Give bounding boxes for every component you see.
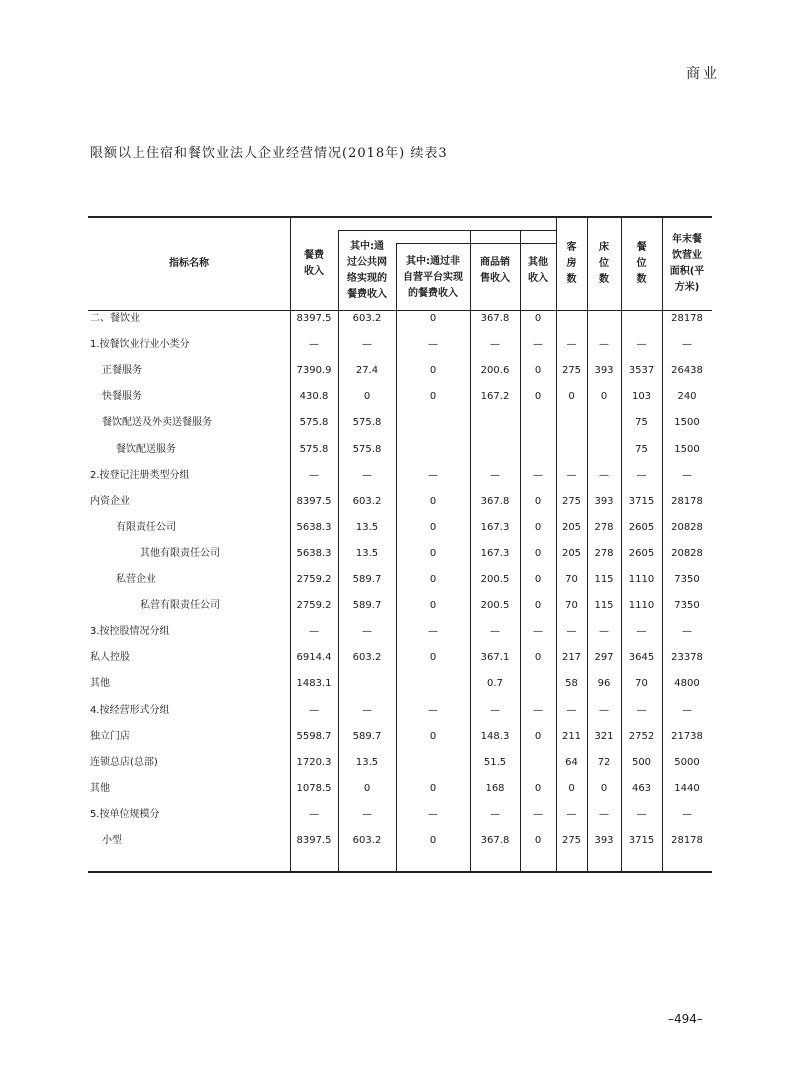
cell-other-income: 0 <box>534 313 542 324</box>
cell-other-income: — <box>533 469 543 481</box>
row-indicator-name: 私人控股 <box>90 652 130 664</box>
row-indicator-name: 小型 <box>102 835 122 846</box>
cell-rooms: 205 <box>561 521 582 533</box>
cell-online-non-self: 0 <box>429 365 437 377</box>
cell-beds: — <box>599 339 609 351</box>
cell-online-non-self: — <box>428 469 438 481</box>
cell-online-non-self: 0 <box>429 600 437 612</box>
cell-other-income <box>520 437 556 463</box>
cell-online-non-self: — <box>428 704 438 716</box>
cell-goods: 51.5 <box>483 756 507 768</box>
cell-online-public: — <box>362 704 372 716</box>
cell-rooms: 58 <box>565 678 578 690</box>
row-indicator-name: 有限责任公司 <box>116 521 176 533</box>
cell-catering: 5598.7 <box>296 730 332 742</box>
table-row <box>88 671 712 697</box>
cell-beds: 278 <box>594 521 614 533</box>
table-row <box>88 437 712 463</box>
header-indicator-name: 指标名称 <box>169 258 209 269</box>
cell-area: 23378 <box>671 652 703 664</box>
row-indicator-name: 快餐服务 <box>102 391 142 403</box>
cell-beds: 72 <box>597 756 611 768</box>
row-indicator-name: 其他 <box>90 678 110 690</box>
cell-other-income: 0 <box>534 652 542 664</box>
table-row <box>88 645 712 671</box>
cell-seats: 75 <box>635 417 648 429</box>
cell-seats: 1110 <box>628 600 655 612</box>
cell-other-income: — <box>533 626 543 638</box>
cell-other-income: 0 <box>534 495 542 507</box>
header-catering-income: 餐费 收入 <box>304 250 324 277</box>
cell-seats: 2605 <box>628 547 655 559</box>
cell-seats: 3537 <box>628 365 655 377</box>
row-indicator-name: 2.按登记注册类型分组 <box>90 469 190 481</box>
cell-area: 28178 <box>671 835 703 846</box>
cell-area: 4800 <box>674 678 700 690</box>
header-beds: 床 位 数 <box>599 242 609 285</box>
cell-area: — <box>682 339 692 351</box>
header-group-rule <box>338 230 556 231</box>
cell-area: — <box>682 626 692 638</box>
cell-online-public: 589.7 <box>352 600 382 612</box>
cell-rooms: 217 <box>561 652 582 664</box>
cell-online-public: — <box>362 808 372 820</box>
cell-beds: 115 <box>594 574 614 585</box>
cell-catering: — <box>309 626 319 638</box>
table-row <box>88 515 712 541</box>
cell-online-public <box>338 671 396 697</box>
cell-goods: 167.2 <box>480 391 510 403</box>
cell-beds <box>587 410 621 436</box>
cell-rooms <box>556 410 587 436</box>
cell-catering: 5638.3 <box>296 521 332 533</box>
cell-catering: 1078.5 <box>296 782 332 794</box>
row-indicator-name: 内资企业 <box>90 495 130 507</box>
table-row <box>88 724 712 750</box>
cell-goods: 200.6 <box>480 365 510 377</box>
cell-online-non-self: 0 <box>429 574 437 585</box>
cell-goods: 367.1 <box>480 652 510 664</box>
cell-other-income <box>520 750 556 776</box>
cell-online-public: 575.8 <box>352 443 382 455</box>
cell-goods: 167.3 <box>480 547 510 559</box>
cell-online-public: 27.4 <box>355 365 379 377</box>
cell-online-non-self <box>396 410 470 436</box>
cell-other-income: 0 <box>534 730 542 742</box>
cell-seats: 3645 <box>628 652 655 664</box>
row-indicator-name: 3.按控股情况分组 <box>90 626 170 638</box>
cell-goods: — <box>490 808 500 820</box>
cell-rooms: — <box>566 626 577 638</box>
cell-other-income: 0 <box>534 574 542 585</box>
cell-catering: 7390.9 <box>296 365 332 377</box>
row-indicator-name: 独立门店 <box>90 730 130 742</box>
header-other-income: 其他 收入 <box>528 257 548 284</box>
cell-catering: 2759.2 <box>296 574 332 585</box>
cell-goods: 200.5 <box>480 600 510 612</box>
page-section-name: 商业 <box>686 66 720 82</box>
cell-beds: 321 <box>594 730 614 742</box>
cell-online-public: 603.2 <box>352 495 382 507</box>
table-row <box>88 463 712 489</box>
cell-catering: 1483.1 <box>296 678 332 690</box>
cell-rooms: 0 <box>568 391 575 403</box>
cell-seats: — <box>636 469 647 481</box>
cell-beds: 278 <box>594 547 614 559</box>
row-indicator-name: 其他 <box>90 782 110 794</box>
cell-other-income <box>520 410 556 436</box>
cell-rooms: — <box>566 704 577 716</box>
cell-other-income: — <box>533 339 543 351</box>
cell-online-non-self: 0 <box>429 730 437 742</box>
cell-seats: 500 <box>631 756 652 768</box>
cell-beds: — <box>599 704 609 716</box>
row-indicator-name: 私营有限责任公司 <box>140 600 220 612</box>
cell-rooms <box>556 306 587 332</box>
cell-catering: 430.8 <box>299 391 329 403</box>
cell-goods: — <box>490 704 500 716</box>
cell-online-public: — <box>362 626 372 638</box>
cell-goods: 148.3 <box>480 730 510 742</box>
cell-other-income: 0 <box>534 521 542 533</box>
cell-goods: 200.5 <box>480 574 510 585</box>
cell-online-public: 0 <box>363 782 371 794</box>
cell-rooms: 0 <box>568 782 575 794</box>
cell-area: — <box>682 469 692 481</box>
cell-seats: — <box>636 339 647 351</box>
cell-catering: — <box>309 808 319 820</box>
row-indicator-name: 连锁总店(总部) <box>90 756 158 768</box>
cell-online-non-self: — <box>428 339 438 351</box>
page-number: –494– <box>668 1012 703 1026</box>
cell-other-income: 0 <box>534 782 542 794</box>
cell-online-public: — <box>362 469 372 481</box>
cell-seats: 3715 <box>628 495 655 507</box>
cell-goods: 168 <box>485 782 505 794</box>
cell-rooms: 70 <box>565 574 578 585</box>
cell-catering: 1720.3 <box>296 756 332 768</box>
cell-online-non-self: 0 <box>429 521 437 533</box>
cell-seats: 1110 <box>628 574 655 585</box>
cell-rooms <box>556 437 587 463</box>
cell-goods: 367.8 <box>480 495 510 507</box>
cell-catering: 5638.3 <box>296 547 332 559</box>
cell-area: 21738 <box>671 730 703 742</box>
cell-other-income <box>520 671 556 697</box>
cell-goods: — <box>490 469 500 481</box>
header-online-public-income: 其中:通 过公共网 络实现的 餐费收入 <box>347 241 387 300</box>
cell-beds <box>587 306 621 332</box>
table-row <box>88 567 712 593</box>
table-row <box>88 306 712 332</box>
cell-online-public: 603.2 <box>352 835 382 846</box>
table-row <box>88 384 712 410</box>
cell-area: 28178 <box>671 495 703 507</box>
row-indicator-name: 餐饮配送服务 <box>116 443 176 455</box>
cell-catering: 8397.5 <box>296 835 332 846</box>
row-indicator-name: 私营企业 <box>116 574 156 585</box>
cell-area: 26438 <box>671 365 703 377</box>
cell-area: 1500 <box>674 443 700 455</box>
cell-other-income: — <box>533 808 543 820</box>
cell-beds: 0 <box>600 391 608 403</box>
cell-online-non-self: 0 <box>429 547 437 559</box>
cell-beds: 115 <box>594 600 614 612</box>
cell-rooms: 275 <box>561 365 582 377</box>
cell-goods <box>470 437 520 463</box>
cell-rooms: 205 <box>561 547 582 559</box>
cell-online-public: 13.5 <box>355 756 379 768</box>
table-row <box>88 750 712 776</box>
cell-seats: — <box>636 626 647 638</box>
cell-beds <box>587 437 621 463</box>
table-row <box>88 593 712 619</box>
cell-area: 20828 <box>671 547 703 559</box>
cell-area: 28178 <box>671 313 703 324</box>
cell-seats: — <box>636 704 647 716</box>
cell-other-income: 0 <box>534 600 542 612</box>
table-row <box>88 541 712 567</box>
cell-beds: — <box>599 626 609 638</box>
cell-area: — <box>682 704 692 716</box>
cell-beds: — <box>599 469 609 481</box>
table-row <box>88 410 712 436</box>
cell-catering: — <box>309 469 319 481</box>
cell-other-income: — <box>533 704 543 716</box>
row-indicator-name: 正餐服务 <box>102 365 142 377</box>
cell-seats: 2752 <box>628 730 655 742</box>
cell-online-non-self: 0 <box>429 391 437 403</box>
cell-online-public: 13.5 <box>355 547 379 559</box>
cell-catering: 575.8 <box>299 443 329 455</box>
cell-beds: 393 <box>594 835 614 846</box>
cell-catering: 6914.4 <box>296 652 332 664</box>
row-indicator-name: 餐饮配送及外卖送餐服务 <box>102 417 212 429</box>
cell-catering: 8397.5 <box>296 313 332 324</box>
cell-rooms: — <box>566 808 577 820</box>
table-bottom-rule <box>88 871 712 873</box>
header-goods-income: 商品销 售收入 <box>480 257 510 284</box>
cell-area: 5000 <box>674 756 700 768</box>
table-row <box>88 619 712 645</box>
cell-online-non-self: 0 <box>429 495 437 507</box>
cell-online-non-self <box>396 671 470 697</box>
cell-seats <box>621 306 662 332</box>
table-title: 限额以上住宿和餐饮业法人企业经营情况(2018年) 续表3 <box>90 146 448 161</box>
cell-seats: 75 <box>635 443 648 455</box>
cell-area: 1440 <box>674 782 700 794</box>
cell-online-non-self: — <box>428 626 438 638</box>
cell-area: 7350 <box>674 600 700 612</box>
cell-goods: — <box>490 339 500 351</box>
cell-online-public: 603.2 <box>352 313 382 324</box>
cell-seats: 3715 <box>628 835 655 846</box>
cell-rooms: — <box>566 469 577 481</box>
cell-beds: 0 <box>600 782 608 794</box>
cell-online-public: 13.5 <box>355 521 379 533</box>
cell-goods: — <box>490 626 500 638</box>
table-row <box>88 489 712 515</box>
cell-goods: 367.8 <box>480 835 510 846</box>
cell-other-income: 0 <box>534 365 542 377</box>
cell-area: 20828 <box>671 521 703 533</box>
cell-rooms: 275 <box>561 835 582 846</box>
cell-online-public: 575.8 <box>352 417 382 429</box>
cell-online-public: 603.2 <box>352 652 382 664</box>
cell-other-income: 0 <box>534 547 542 559</box>
statistics-table <box>88 0 712 1088</box>
row-indicator-name: 其他有限责任公司 <box>140 547 220 559</box>
cell-catering: 2759.2 <box>296 600 332 612</box>
cell-area: — <box>682 808 692 820</box>
cell-beds: 393 <box>594 365 614 377</box>
cell-other-income: 0 <box>534 835 542 846</box>
row-indicator-name: 二、餐饮业 <box>90 313 140 324</box>
cell-online-non-self <box>396 437 470 463</box>
header-seats: 餐 位 数 <box>636 242 647 285</box>
cell-seats: 463 <box>631 782 652 794</box>
table-row <box>88 358 712 384</box>
cell-area: 7350 <box>674 574 700 585</box>
table-row <box>88 802 712 828</box>
cell-beds: 297 <box>594 652 614 664</box>
cell-goods: 0.7 <box>487 678 503 690</box>
cell-online-non-self: 0 <box>429 313 437 324</box>
table-row <box>88 332 712 358</box>
cell-goods: 167.3 <box>480 521 510 533</box>
cell-rooms: 64 <box>565 756 578 768</box>
cell-rooms: 211 <box>561 730 582 742</box>
cell-online-public: — <box>362 339 372 351</box>
cell-rooms: — <box>566 339 577 351</box>
cell-area: 240 <box>677 391 697 403</box>
cell-online-public: 0 <box>363 391 371 403</box>
cell-catering: 575.8 <box>299 417 329 429</box>
cell-beds: 96 <box>597 678 611 690</box>
cell-beds: 393 <box>594 495 614 507</box>
cell-catering: — <box>309 704 319 716</box>
cell-seats: 2605 <box>628 521 655 533</box>
cell-rooms: 275 <box>561 495 582 507</box>
row-indicator-name: 5.按单位规模分 <box>90 808 160 820</box>
table-row <box>88 828 712 854</box>
cell-catering: — <box>309 339 319 351</box>
cell-goods: 367.8 <box>480 313 510 324</box>
table-row <box>88 776 712 802</box>
cell-online-public: 589.7 <box>352 574 382 585</box>
cell-online-non-self: 0 <box>429 652 437 664</box>
cell-catering: 8397.5 <box>296 495 332 507</box>
header-floor-area: 年末餐 饮营业 面积(平 方米) <box>669 234 705 293</box>
cell-seats: — <box>636 808 647 820</box>
cell-area: 1500 <box>674 417 700 429</box>
cell-beds: — <box>599 808 609 820</box>
cell-online-non-self: 0 <box>429 835 437 846</box>
row-indicator-name: 4.按经营形式分组 <box>90 704 170 716</box>
cell-online-non-self: — <box>428 808 438 820</box>
cell-online-non-self: 0 <box>429 782 437 794</box>
header-online-non-self-income: 其中:通过非 自营平台实现 的餐费收入 <box>403 255 463 299</box>
cell-seats: 70 <box>635 678 648 690</box>
cell-rooms: 70 <box>565 600 578 612</box>
header-rooms: 客 房 数 <box>566 242 577 285</box>
cell-other-income: 0 <box>534 391 542 403</box>
row-indicator-name: 1.按餐饮业行业小类分 <box>90 339 190 351</box>
cell-online-non-self <box>396 750 470 776</box>
cell-goods <box>470 410 520 436</box>
cell-seats: 103 <box>631 391 652 403</box>
cell-online-public: 589.7 <box>352 730 382 742</box>
table-row <box>88 698 712 724</box>
